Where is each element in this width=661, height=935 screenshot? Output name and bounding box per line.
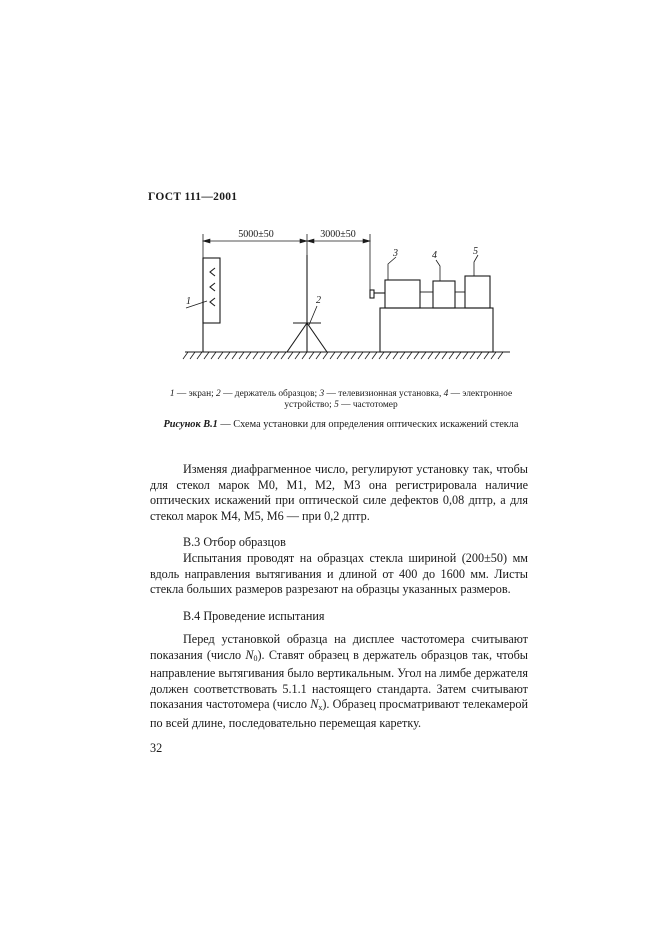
marker-3: 3 [393, 248, 398, 259]
marker-5: 5 [473, 246, 478, 257]
marker-4: 4 [432, 250, 437, 261]
section-heading-b4: В.4 Проведение испытания [183, 609, 325, 623]
figure-legend: 1 — экран; 2 — держатель образцов; 3 — телевизионная установка, 4 — электронное устройство; 5 — частотомер [169, 389, 513, 410]
frequency-meter [465, 276, 490, 308]
camera-lens [370, 290, 374, 298]
section-heading-b3: В.3 Отбор образцов [183, 535, 286, 549]
dimension-3000: 3000±50 [320, 229, 356, 240]
paragraph-1: Изменяя диафрагменное число, регулируют установку так, чтобы для стекол марок М0, М1, М2, М3 она регистрировала наличие оптических искажений при оптической силе дефектов 0,08 дптр, а для стекол марок М4, М5, М6 — при 0,2 дптр. [150, 462, 528, 523]
setup-diagram [0, 0, 661, 390]
document-header: ГОСТ 111—2001 [148, 191, 238, 203]
figure-caption: Рисунок В.1 — Схема установки для определения оптических искажений стекла [163, 419, 519, 430]
electronic-device [433, 281, 455, 308]
carriage-table [380, 308, 493, 352]
page-number: 32 [150, 741, 163, 755]
marker-1: 1 [186, 296, 191, 307]
tv-unit [385, 280, 420, 308]
screen [203, 258, 220, 323]
ground-hatching [183, 352, 503, 359]
dimension-5000: 5000±50 [238, 229, 274, 240]
paragraph-2: Испытания проводят на образцах стекла шириной (200±50) мм вдоль направления вытягивания и длиной от 400 до 1600 мм. Листы стекла больших размеров разрезают на образцы указанных размеров. [150, 551, 528, 597]
marker-2: 2 [316, 295, 321, 306]
paragraph-3: Перед установкой образца на дисплее частотомера считывают показания (число $N_0$). Ставят образец в держатель образцов так, чтобы направление вытягивания было вертикальным. Угол на лимбе держателя должен соответствовать 5.1.1 настоящего стандарта. Затем считывают показания частотомера (число $N_x$). Образец просматривают телекамерой по всей длине, последовательно перемещая каретку. [150, 632, 528, 730]
